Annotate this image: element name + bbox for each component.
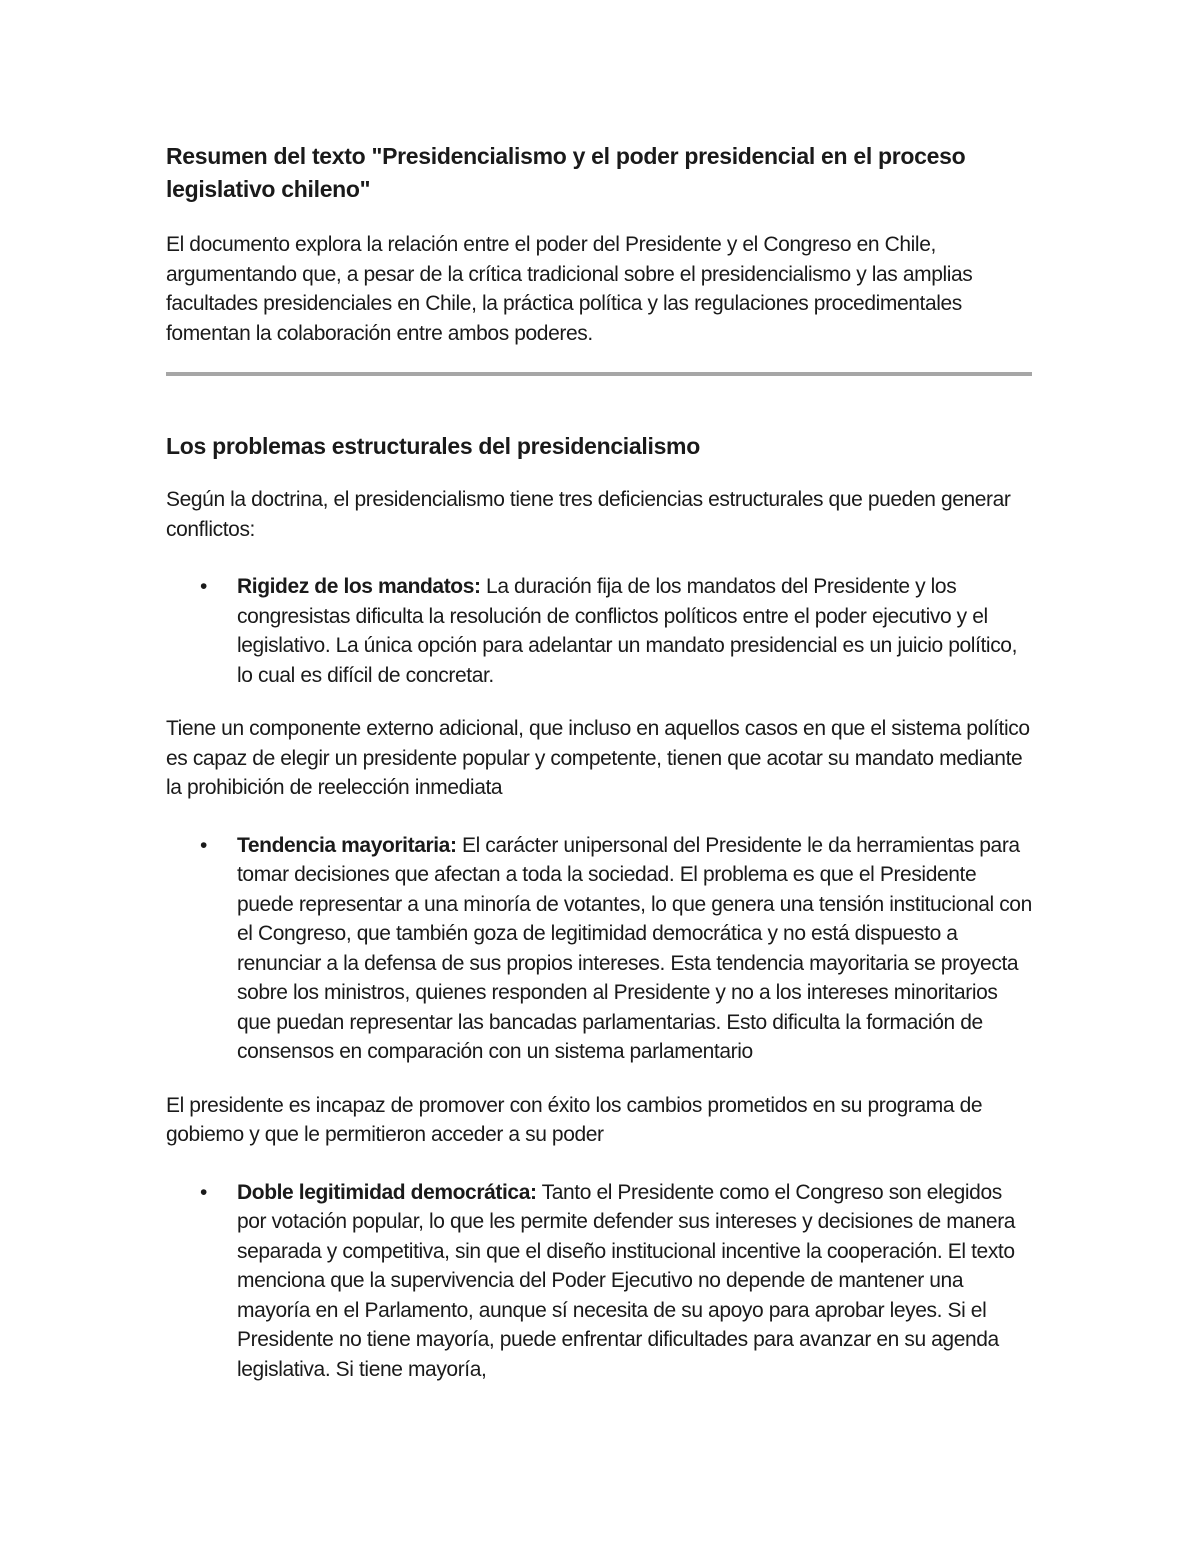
- bullet-text: Tanto el Presidente como el Congreso son elegidos por votación popular, lo que les permite defender sus intereses y decisiones de manera separada y competitiva, sin que el diseño institucional incentive la cooperación. El texto menciona que la supervivencia del Poder Ejecutivo no depende de mantener una mayoría en el Parlamento, aunque sí necesita de su apoyo para aprobar leyes. Si el Presidente no tiene mayoría, puede enfrentar dificultades para avanzar en su agenda legislativa. Si tiene mayoría,: [237, 1180, 1016, 1381]
- note-paragraph-1: Tiene un componente externo adicional, que incluso en aquellos casos en que el sistema político es capaz de elegir un presidente popular y competente, tienen que acotar su mandato mediante la prohibición de reelección inmediata: [166, 717, 1030, 799]
- note-paragraph-2: El presidente es incapaz de promover con éxito los cambios prometidos en su programa de gobiemo y que le permitieron acceder a su poder: [166, 1093, 983, 1146]
- bullet-term: Tendencia mayoritaria:: [237, 833, 457, 857]
- intro-paragraph: El documento explora la relación entre el poder del Presidente y el Congreso en Chile, argumentando que, a pesar de la crítica tradicional sobre el presidencialismo y las amplias facultades presidenciales en Chile, la práctica política y las regulaciones procedimentales fomentan la colaboración entre ambos poderes.: [166, 233, 973, 345]
- bullet-list-1: [166, 572, 1034, 690]
- document-page: [166, 140, 1034, 1384]
- list-item: [166, 1178, 1034, 1385]
- bullet-icon: •: [200, 575, 207, 598]
- bullet-text: La duración fija de los mandatos del Presidente y los congresistas dificulta la resolución de conflictos políticos entre el poder ejecutivo y el legislativo. La única opción para adelantar un mandato presidencial es un juicio político, lo cual es difícil de concretar.: [237, 575, 1018, 687]
- section-intro-paragraph: Según la doctrina, el presidencialismo tiene tres deficiencias estructurales que pueden generar conflictos:: [166, 488, 1011, 541]
- document-title: Resumen del texto "Presidencialismo y el poder presidencial en el proceso legislativo chileno": [166, 143, 966, 202]
- list-item: [166, 572, 1034, 690]
- bullet-list-3: [166, 1178, 1034, 1385]
- bullet-list-2: [166, 831, 1034, 1067]
- bullet-text: El carácter unipersonal del Presidente le da herramientas para tomar decisiones que afectan a toda la sociedad. El problema es que el Presidente puede representar a una minoría de votantes, lo que genera una tensión institucional con el Congreso, que también goza de legitimidad democrática y no está dispuesto a renunciar a la defensa de sus propios intereses. Esta tendencia mayoritaria se proyecta sobre los ministros, quienes responden al Presidente y no a los intereses minoritarios que puedan representar las bancadas parlamentarias. Esto dificulta la formación de consensos en comparación con un sistema parlamentario: [237, 833, 1032, 1063]
- bullet-term: Doble legitimidad democrática:: [237, 1180, 537, 1204]
- bullet-icon: •: [200, 1180, 207, 1204]
- bullet-term: Rigidez de los mandatos:: [237, 575, 481, 598]
- list-item: [166, 831, 1034, 1067]
- section-heading: Los problemas estructurales del presidencialismo: [166, 433, 700, 459]
- horizontal-divider: [166, 372, 1032, 376]
- bullet-icon: •: [200, 833, 207, 857]
